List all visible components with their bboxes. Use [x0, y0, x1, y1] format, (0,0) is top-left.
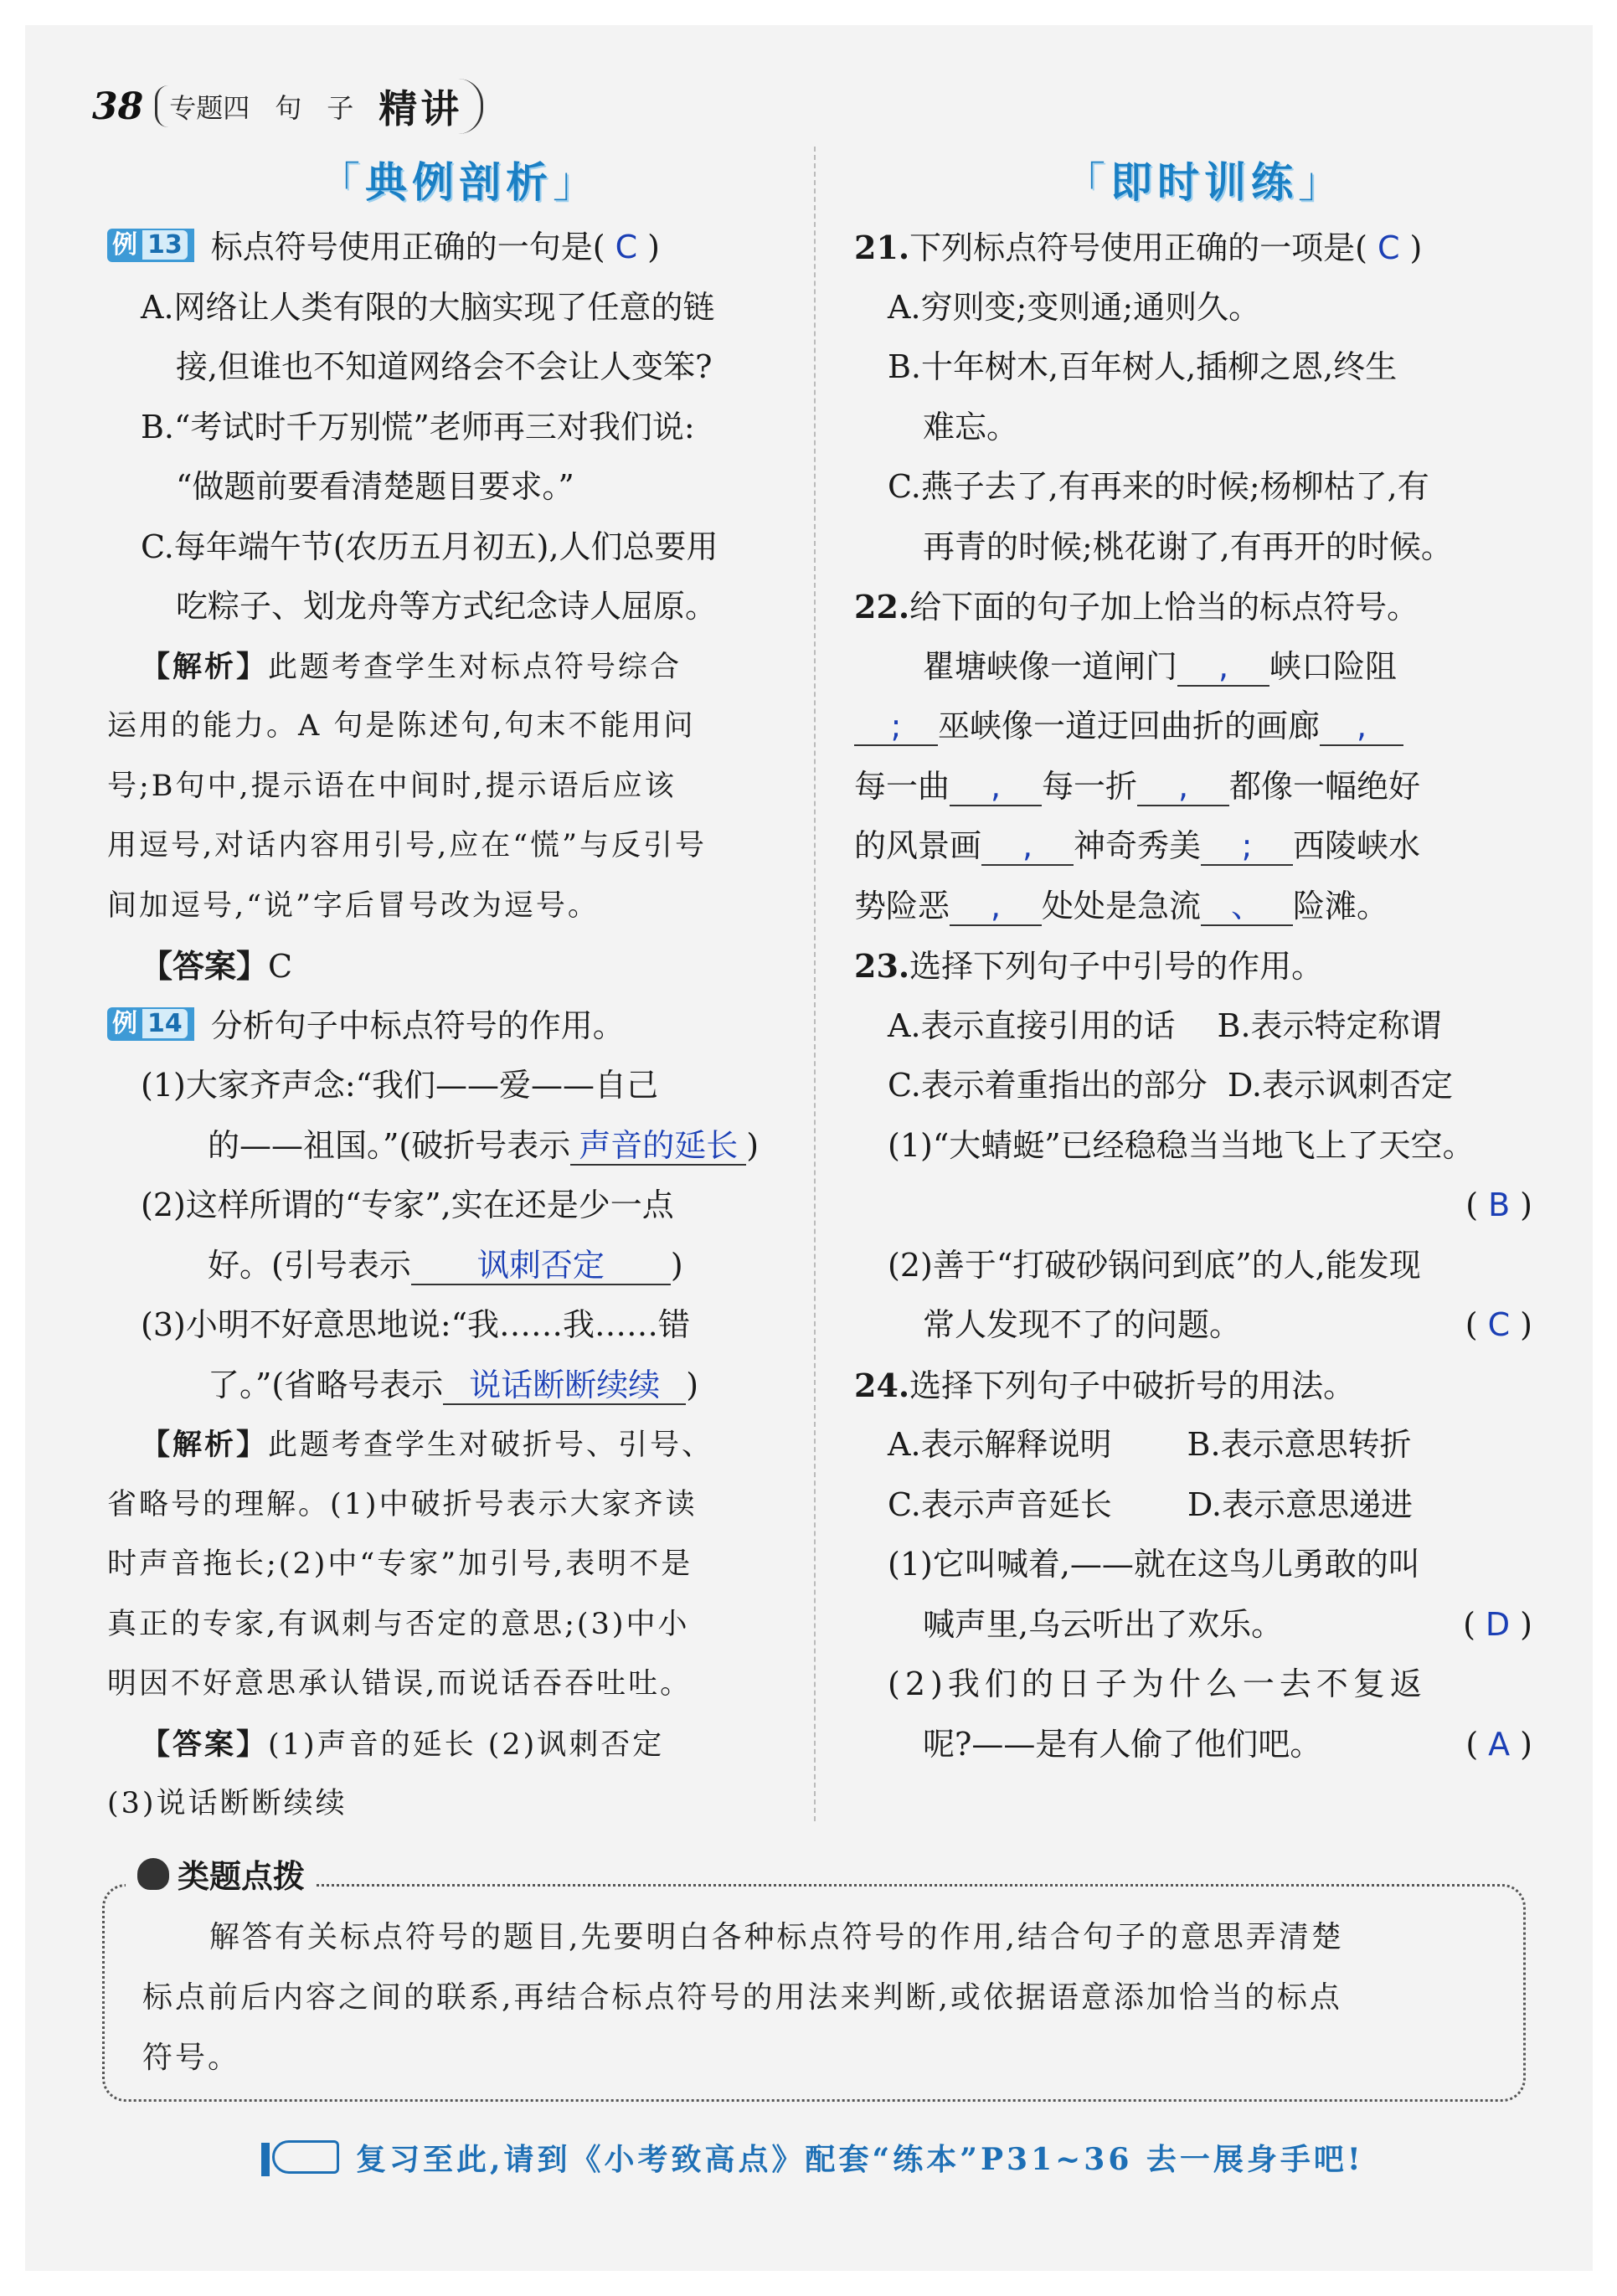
analysis-13-line-5: 间加逗号,“说”字后冒号改为逗号。: [107, 888, 600, 923]
punct-blank: 、: [1201, 888, 1293, 926]
ex14-q1-line-2: 的——祖国。”(破折号表示 声音的延长 ): [208, 1126, 760, 1164]
punct-blank: ;: [854, 708, 938, 746]
pointing-hand-icon: [272, 2140, 339, 2174]
analysis-13-line-2: 运用的能力。A 句是陈述句,句末不能用问: [107, 709, 696, 743]
analysis-14-line-5: 明因不好意思承认错误,而说话吞吞吐吐。: [107, 1667, 693, 1701]
seedling-icon: [137, 1858, 169, 1890]
q22-sentence-line-3: 每一曲 , 每一折 , 都像一幅绝好: [854, 767, 1421, 805]
page-number: 38: [92, 85, 144, 128]
tips-line-2: 标点前后内容之间的联系,再结合标点符号的用法来判断,或依据语意添加恰当的标点: [142, 1980, 1342, 2015]
q24-question: 24.选择下列句子中破折号的用法。: [854, 1366, 1356, 1404]
q24-sentence-2-line-1: (2)我们的日子为什么一去不复返: [888, 1665, 1427, 1702]
q23-sentence-2-line-1: (2)善于“打破砂锅问到底”的人,能发现: [888, 1246, 1421, 1284]
answer-mark: D: [1485, 1605, 1511, 1643]
punct-blank: ,: [950, 768, 1042, 806]
option-c-line-1: C.每年端午节(农历五月初五),人们总要用: [141, 528, 718, 565]
tips-line-1: 解答有关标点符号的题目,先要明白各种标点符号的作用,结合句子的意思弄清楚: [209, 1920, 1344, 1954]
tips-body: [142, 1907, 1516, 2088]
q23-question: 23.选择下列句子中引号的作用。: [854, 947, 1324, 985]
answer-13: 【答案】C: [141, 947, 293, 985]
answer-blank: 声音的延长: [570, 1127, 746, 1166]
analysis-14-line-2: 省略号的理解。(1)中破折号表示大家齐读: [107, 1487, 698, 1521]
q21-option-a: A.穷则变;变则通;通则久。: [888, 288, 1261, 326]
q24-sentence-2-line-2: 呢?——是有人偷了他们吧。 ( A ): [923, 1725, 1532, 1763]
left-section-title: 「典例剖析」: [318, 158, 600, 207]
q22-sentence-line-1: 瞿塘峡像一道闸门 , 峡口险阻: [923, 647, 1398, 685]
answer-14-line-1: 【答案】(1)声音的延长 (2)讽刺否定: [141, 1727, 665, 1762]
ex14-q2-line-1: (2)这样所谓的“专家”,实在还是少一点: [141, 1187, 674, 1223]
q23-sentence-2-line-2: 常人发现不了的问题。 ( C ): [923, 1306, 1532, 1343]
q21-option-b-line-1: B.十年树木,百年树人,插柳之恩,终生: [888, 348, 1398, 385]
option-a-line-1: A.网络让人类有限的大脑实现了任意的链: [141, 288, 715, 326]
analysis-13-line-3: 号;B句中,提示语在中间时,提示语后应该: [107, 769, 677, 803]
analysis-13-line-1: 【解析】此题考查学生对标点符号综合: [141, 649, 682, 684]
q21-option-c-line-2: 再青的时候;桃花谢了,有再开的时候。: [923, 528, 1453, 565]
topic-label: 专题四 句 子: [155, 85, 362, 127]
analysis-13-line-4: 用逗号,对话内容用引号,应在“慌”与反引号: [107, 829, 708, 862]
option-a-line-2: 接,但谁也不知道网络会不会让人变笨?: [176, 348, 713, 385]
option-b-line-2: “做题前要看清楚题目要求。”: [176, 468, 574, 505]
q23-answer-1: ( B ): [1465, 1187, 1532, 1223]
ex14-q3-line-1: (3)小明不好意思地说:“我……我……错: [141, 1306, 691, 1343]
analysis-14-line-1: 【解析】此题考查学生对破折号、引号、: [141, 1428, 714, 1462]
answer-14-line-2: (3)说话断断续续: [107, 1787, 348, 1820]
q24-options-ab: A.表示解释说明 B.表示意思转折: [888, 1426, 1412, 1463]
right-section-title: 「即时训练」: [1063, 158, 1345, 207]
q21-option-c-line-1: C.燕子去了,有再来的时候;杨柳枯了,有: [888, 468, 1429, 505]
punct-blank: ,: [1137, 768, 1229, 806]
q21-question: 21.下列标点符号使用正确的一项是( C ): [854, 229, 1423, 266]
q22-question: 22.给下面的句子加上恰当的标点符号。: [854, 588, 1419, 625]
answer-mark: C: [615, 229, 638, 265]
q23-options-ab: A.表示直接引用的话 B.表示特定称谓: [888, 1006, 1442, 1044]
punct-blank: ,: [1320, 708, 1403, 746]
q24-sentence-1-line-1: (1)它叫喊着,——就在这鸟儿勇敢的叫: [888, 1546, 1420, 1583]
right-column: [854, 218, 1532, 1774]
punct-blank: ,: [981, 827, 1074, 866]
answer-mark: B: [1488, 1187, 1511, 1223]
q23-sentence-1: (1)“大蜻蜓”已经稳稳当当地飞上了天空。: [888, 1126, 1475, 1164]
answer-blank: 讽刺否定: [411, 1247, 671, 1285]
tips-heading: 类题点拨: [126, 1851, 317, 1897]
q22-sentence-line-4: 的风景画 , 神奇秀美 ; 西陵峡水: [854, 827, 1421, 864]
example-14-question: 例 14 分析句子中标点符号的作用。: [107, 996, 785, 1057]
example-badge: 例 13: [107, 229, 194, 262]
analysis-14-line-3: 时声音拖长;(2)中“专家”加引号,表明不是: [107, 1547, 693, 1581]
column-divider: [814, 147, 816, 1821]
footer-note: 复习至此,请到《小考致高点》配套“练本”P31~36 去一展身手吧!: [272, 2134, 1364, 2180]
tips-line-3: 符号。: [142, 2041, 241, 2075]
page-header: [92, 77, 483, 136]
left-column: [107, 218, 785, 1835]
q23-options-cd: C.表示着重指出的部分 D.表示讽刺否定: [888, 1067, 1454, 1104]
q24-options-cd: C.表示声音延长 D.表示意思递进: [888, 1485, 1414, 1523]
example-badge: 例 14: [107, 1007, 194, 1041]
q21-option-b-line-2: 难忘。: [923, 408, 1019, 445]
mode-label: 精讲: [373, 79, 483, 134]
punct-blank: ,: [950, 888, 1042, 926]
example-13-question: 例 13 标点符号使用正确的一句是( C ): [107, 218, 785, 278]
answer-mark: C: [1377, 229, 1400, 266]
answer-blank: 说话断断续续: [443, 1367, 686, 1405]
ex14-q3-line-2: 了。”(省略号表示 说话断断续续 ): [208, 1366, 699, 1403]
q22-sentence-line-2: ; 巫峡像一道迂回曲折的画廊 ,: [854, 697, 1532, 757]
punct-blank: ,: [1177, 648, 1269, 687]
q24-sentence-1-line-2: 喊声里,乌云听出了欢乐。 ( D ): [923, 1605, 1532, 1643]
q22-sentence-line-5: 势险恶 , 处处是急流 、 险滩。: [854, 887, 1389, 924]
option-b-line-1: B.“考试时千万别慌”老师再三对我们说:: [141, 408, 695, 445]
option-c-line-2: 吃粽子、划龙舟等方式纪念诗人屈原。: [176, 588, 718, 625]
analysis-14-line-4: 真正的专家,有讽刺与否定的意思;(3)中小: [107, 1607, 690, 1641]
punct-blank: ;: [1201, 827, 1293, 866]
ex14-q2-line-2: 好。(引号表示 讽刺否定 ): [208, 1246, 683, 1284]
answer-mark: A: [1488, 1725, 1511, 1763]
ex14-q1-line-1: (1)大家齐声念:“我们——爱——自己: [141, 1067, 659, 1104]
answer-mark: C: [1487, 1306, 1511, 1343]
